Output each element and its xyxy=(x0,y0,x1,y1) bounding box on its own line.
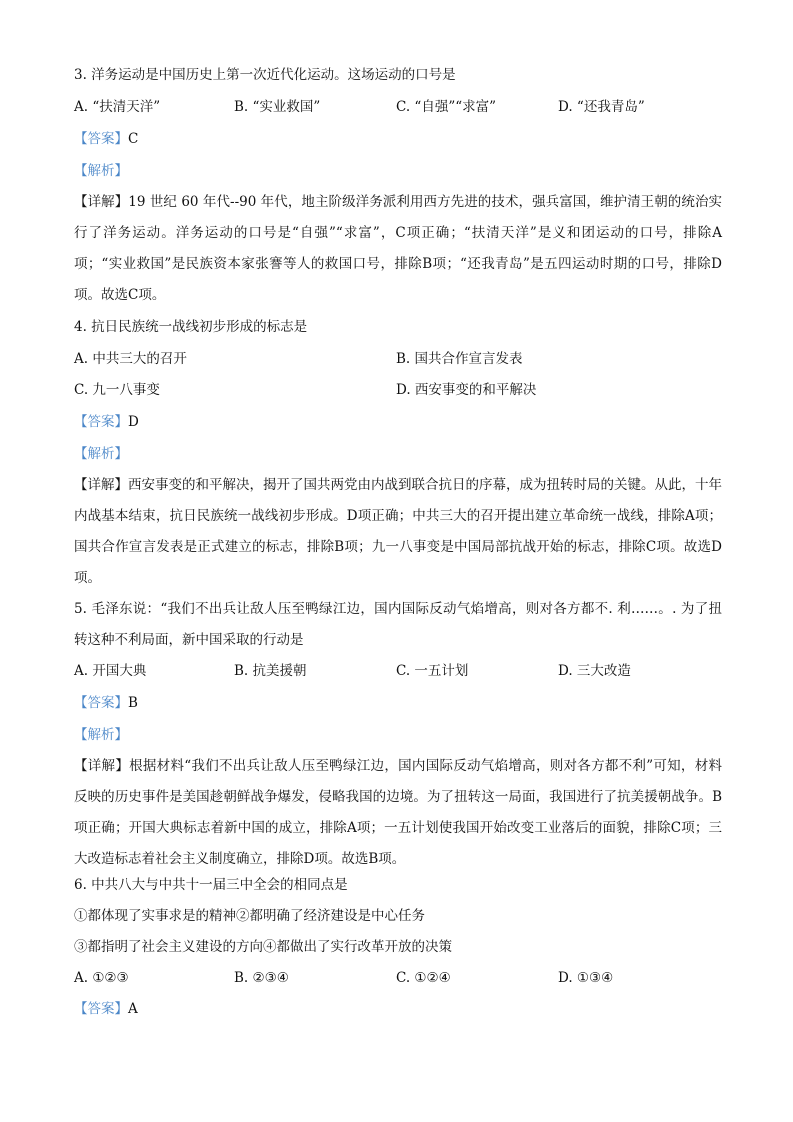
analysis-line xyxy=(74,159,722,184)
answer-line xyxy=(74,127,722,152)
option-d: D. 三大改造 xyxy=(558,663,631,679)
option-row xyxy=(74,378,722,403)
option-a: A. 中共三大的召开 xyxy=(74,351,187,367)
answer-label: 【答案】 xyxy=(74,131,128,147)
option-c: C. “自强”“求富” xyxy=(396,99,497,115)
option-a: A. “扶清天洋” xyxy=(74,99,161,115)
option-b: B. ②③④ xyxy=(234,970,289,986)
question-stem: 6. 中共八大与中共十一届三中全会的相同点是 xyxy=(74,877,348,893)
detail-paragraph xyxy=(74,751,722,875)
detail-text: 西安事变的和平解决，揭开了国共两党由内战到联合抗日的序幕，成为扭转时局的关键。从此，十年内战基本结束，抗日民族统一战线初步形成。D项正确；中共三大的召开提出建立革命统一战线，排除A项；国共合作宣言发表是正式建立的标志，排除B项；九一八事变是中国局部抗战开始的标志，排除C项。故选D项。 xyxy=(74,477,722,586)
option-c: C. 九一八事变 xyxy=(74,382,160,398)
statement-line: ③都指明了社会主义建设的方向④都做出了实行改革开放的决策 xyxy=(74,939,452,955)
detail-paragraph xyxy=(74,470,722,594)
analysis-label: 【解析】 xyxy=(74,727,128,743)
option-a: A. 开国大典 xyxy=(74,663,147,679)
analysis-line xyxy=(74,442,722,467)
detail-paragraph xyxy=(74,187,722,311)
answer-line xyxy=(74,410,722,435)
answer-value: C xyxy=(128,131,139,147)
detail-label: 【详解】 xyxy=(74,477,128,493)
detail-text: 19 世纪 60 年代--90 年代，地主阶级洋务派利用西方先进的技术，强兵富国，维护清王朝的统治实行了洋务运动。洋务运动的口号是“自强”“求富”，C项正确；“扶清天洋”是义和团运动的口号，排除A项；“实业救国”是民族资本家张謇等人的救国口号，排除B项；“还我青岛”是五四运动时期的口号，排除D项。故选C项。 xyxy=(74,194,723,303)
question-stem: 3. 洋务运动是中国历史上第一次近代化运动。这场运动的口号是 xyxy=(74,67,456,83)
option-b: B. “实业救国” xyxy=(234,99,321,115)
option-row xyxy=(74,95,722,120)
option-row xyxy=(74,966,722,991)
question-3 xyxy=(74,63,722,311)
option-row xyxy=(74,347,722,372)
detail-label: 【详解】 xyxy=(74,758,130,774)
option-b: B. 抗美援朝 xyxy=(234,663,307,679)
answer-label: 【答案】 xyxy=(74,414,128,430)
answer-value: A xyxy=(128,1001,138,1017)
detail-text: 根据材料“我们不出兵让敌人压至鸭绿江边，国内国际反动气焰增高，则对各方都不利”可知，材料反映的历史事件是美国趁朝鲜战争爆发，侵略我国的边境。为了扭转这一局面，我国进行了抗美援朝战争。B项正确；开国大典标志着新中国的成立，排除A项；一五计划使我国开始改变工业落后的面貌，排除C项；三大改造标志着社会主义制度确立，排除D项。故选B项。 xyxy=(74,758,722,867)
option-c: C. 一五计划 xyxy=(396,663,469,679)
answer-label: 【答案】 xyxy=(74,695,128,711)
option-c: C. ①②④ xyxy=(396,970,451,986)
answer-value: B xyxy=(128,695,138,711)
answer-line xyxy=(74,691,722,716)
option-b: B. 国共合作宣言发表 xyxy=(396,351,523,367)
option-a: A. ①②③ xyxy=(74,970,129,986)
answer-value: D xyxy=(128,414,139,430)
option-row xyxy=(74,659,722,684)
detail-label: 【详解】 xyxy=(74,194,129,210)
question-5 xyxy=(74,594,722,875)
question-4 xyxy=(74,315,722,594)
answer-label: 【答案】 xyxy=(74,1001,128,1017)
answer-line xyxy=(74,997,722,1022)
analysis-line xyxy=(74,723,722,748)
statement-line: ①都体现了实事求是的精神②都明确了经济建设是中心任务 xyxy=(74,908,425,924)
question-6 xyxy=(74,873,722,1022)
analysis-label: 【解析】 xyxy=(74,163,128,179)
option-d: D. ①③④ xyxy=(558,970,614,986)
question-stem: 4. 抗日民族统一战线初步形成的标志是 xyxy=(74,319,308,335)
analysis-label: 【解析】 xyxy=(74,446,128,462)
option-d: D. 西安事变的和平解决 xyxy=(396,382,537,398)
option-d: D. “还我青岛” xyxy=(558,99,645,115)
question-stem: 5. 毛泽东说：“我们不出兵让敌人压至鸭绿江边，国内国际反动气焰增高，则对各方都不. 利……。. 为了扭转这种不利局面，新中国采取的行动是 xyxy=(74,601,722,648)
